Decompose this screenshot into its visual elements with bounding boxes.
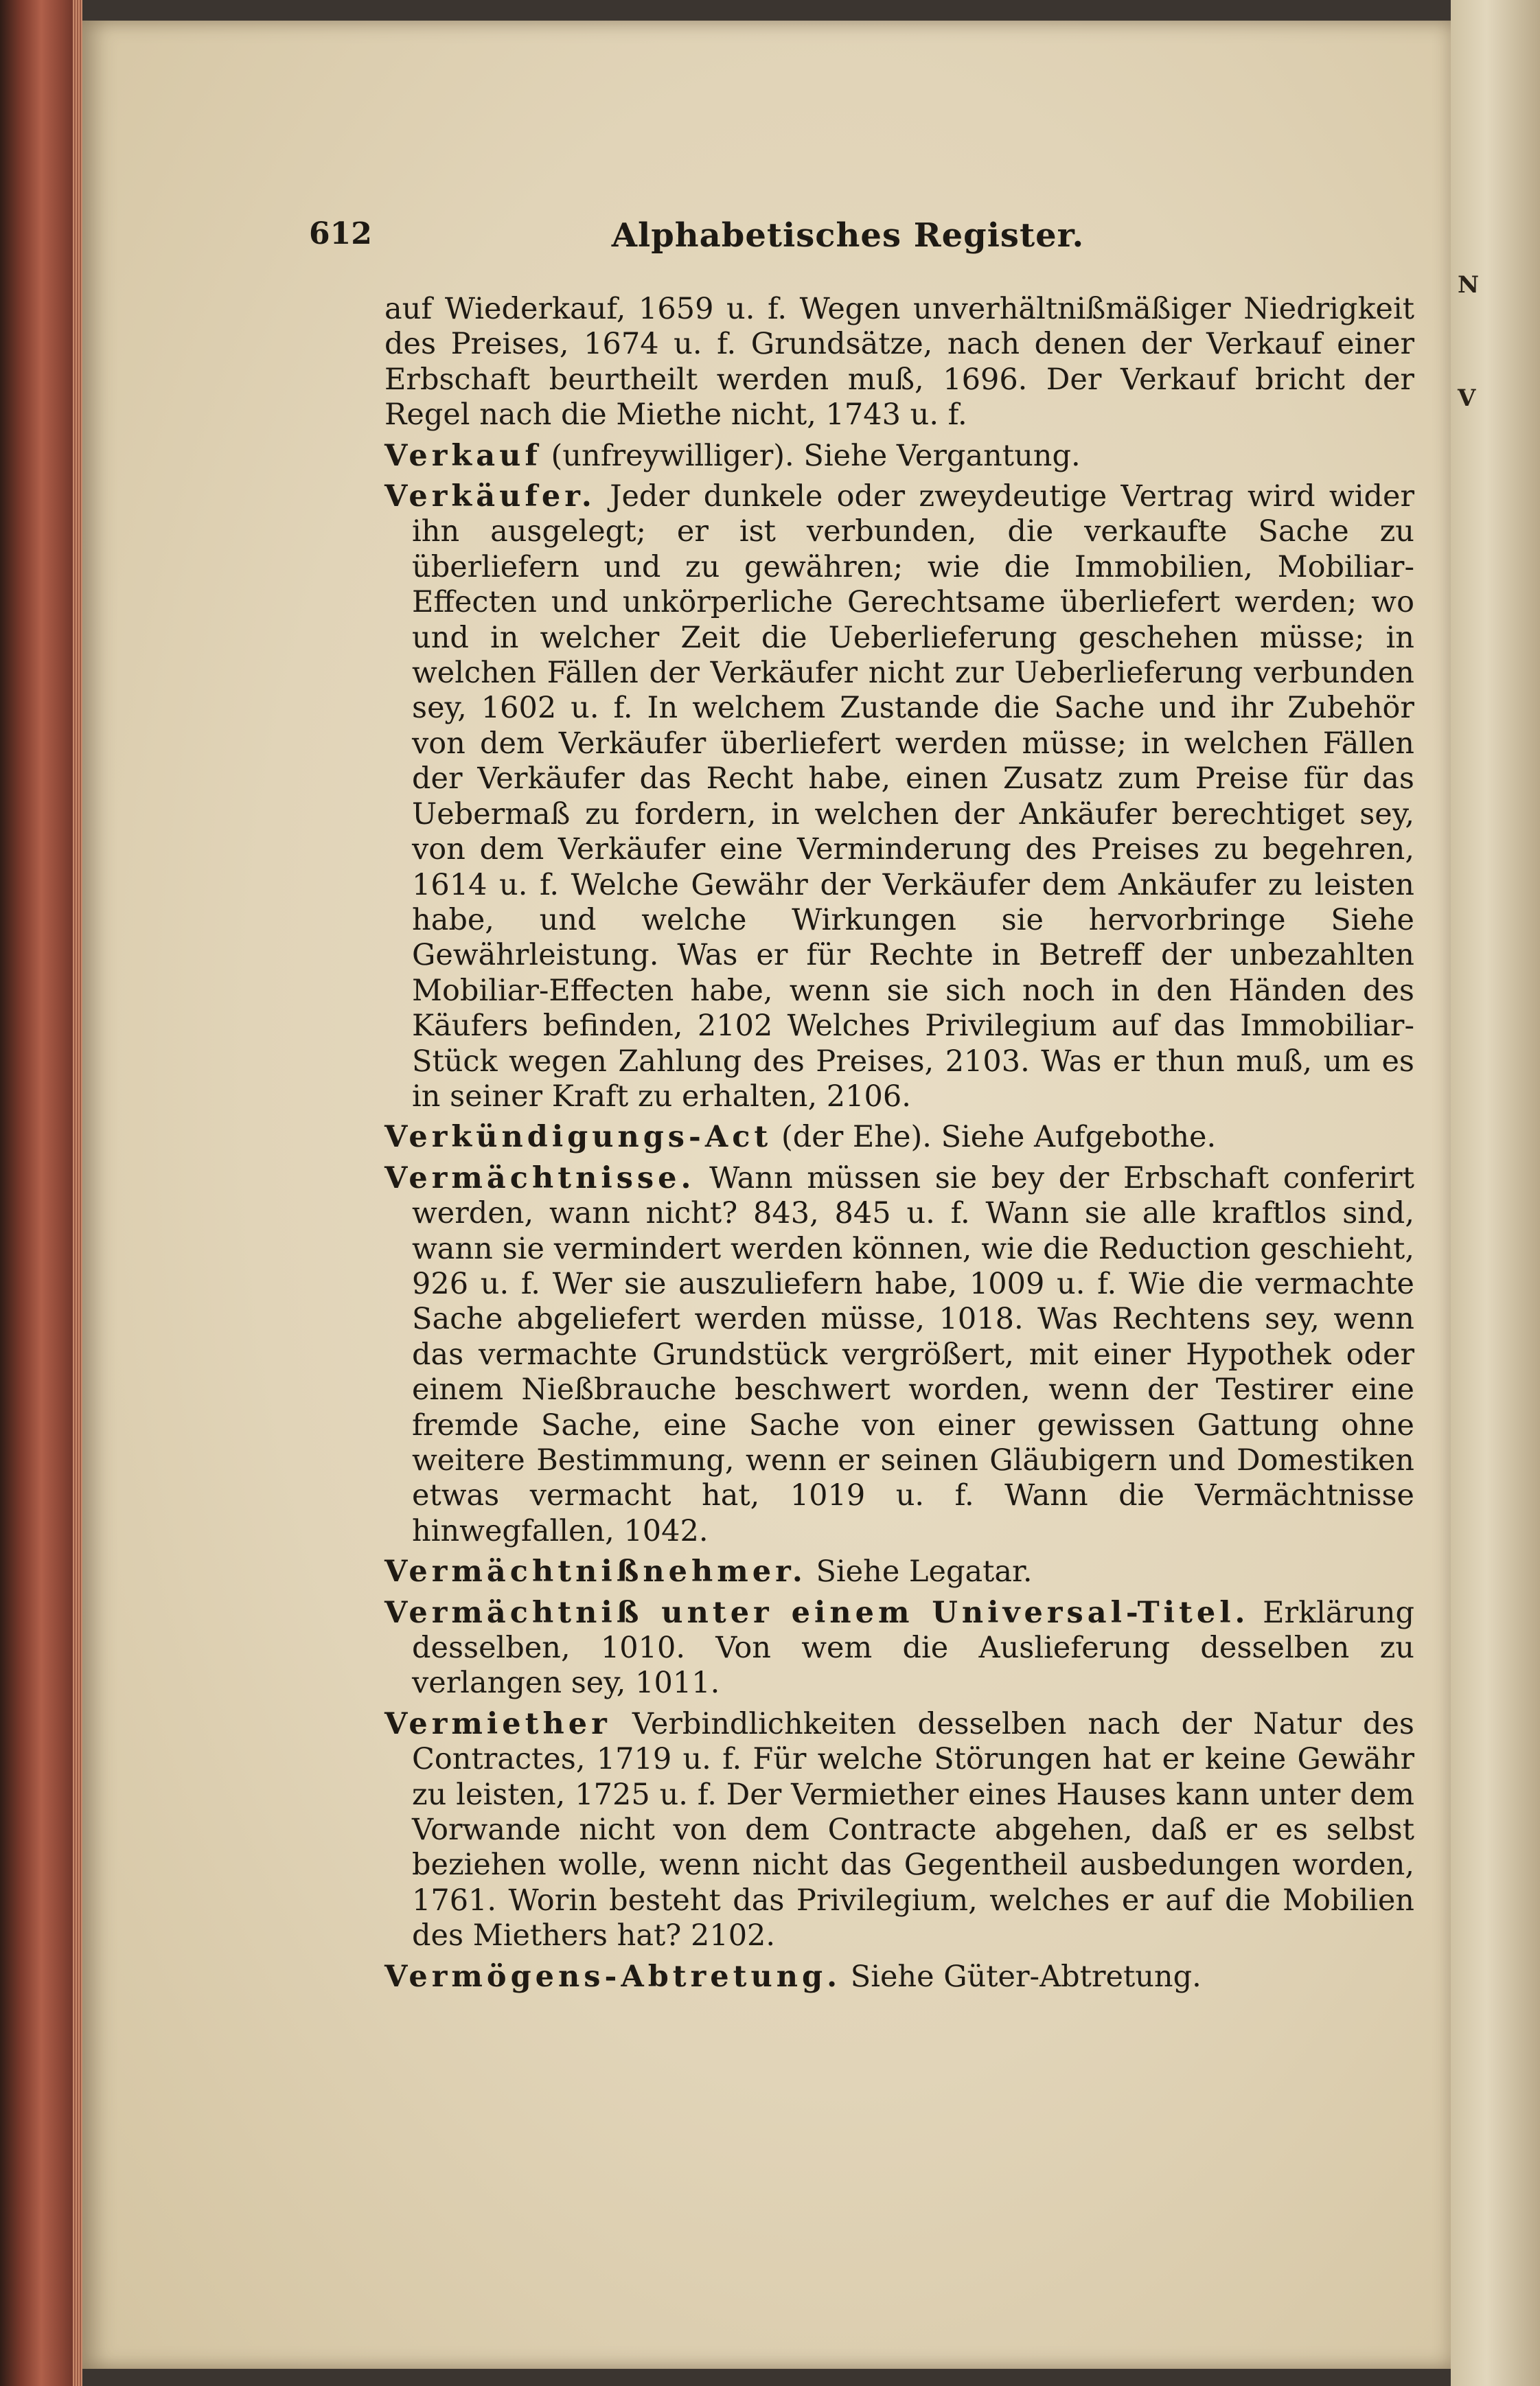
register-text — [384, 292, 1414, 2000]
page-title: Alphabetisches Register. — [611, 216, 1085, 255]
entry-text: (der Ehe). Siehe Aufgebothe. — [781, 1120, 1217, 1155]
adjacent-page-fragment: V — [1458, 385, 1476, 412]
running-head — [309, 216, 1387, 257]
register-entry — [384, 1161, 1414, 1549]
entry-headword: Vermächtniß unter einem Universal-Titel. — [384, 1595, 1250, 1630]
entry-headword: Verkauf — [384, 438, 542, 473]
adjacent-page-fragment: N — [1458, 271, 1480, 299]
entry-text: Verbindlichkeiten desselben nach der Natur des Contractes, 1719 u. f. Für welche Störungen hat er keine Gewähr zu leisten, 1725 u. f. Der Vermiether eines Hauses kann unter dem Vorwande nicht von dem Contracte abgehen, daß er es selbst beziehen wolle, wenn nicht das Gegentheil ausbedungen worden, 1761. Worin besteht das Privilegium, welches er auf die Mobilien des Miethers hat? 2102. — [412, 1706, 1414, 1953]
entry-headword: Vermögens-Abtretung. — [384, 1959, 842, 1994]
register-entry — [384, 1555, 1414, 1590]
register-entry — [384, 439, 1414, 474]
book-page — [82, 21, 1451, 2369]
entry-headword: Vermächtnisse. — [384, 1160, 696, 1195]
entry-text: Wann müssen sie bey der Erbschaft conferirt werden, wann nicht? 843, 845 u. f. Wann sie alle kraftlos sind, wann sie vermindert werden können, wie die Reduction geschieht, 926 u. f. Wer sie auszuliefern habe, 1009 u. f. Wie die vermachte Sache abgeliefert werden müsse, 1018. Was Rechtens sey, wenn das vermachte Grundstück vergrößert, mit einer Hypothek oder einem Nießbrauche beschwert worden, wenn der Testirer eine fremde Sache, eine Sache von einer gewissen Gattung ohne weitere Bestimmung, wenn er seinen Gläubigern und Domestiken etwas vermacht hat, 1019 u. f. Wann die Vermächtnisse hinwegfallen, 1042. — [412, 1160, 1414, 1548]
register-entry — [384, 1596, 1414, 1701]
entry-headword: Verkäufer. — [384, 479, 596, 514]
register-entry — [384, 479, 1414, 1114]
entry-text: Siehe Güter-Abtretung. — [850, 1959, 1202, 1994]
page-number: 612 — [309, 216, 372, 251]
register-entry — [384, 292, 1414, 433]
register-entry — [384, 1120, 1414, 1155]
entry-text: Siehe Legatar. — [816, 1555, 1033, 1590]
entry-text: (unfreywilliger). Siehe Vergantung. — [551, 438, 1081, 473]
entry-headword: Vermiether — [384, 1706, 611, 1741]
entry-text: Jeder dunkele oder zweydeutige Vertrag wird wider ihn ausgelegt; er ist verbunden, die verkaufte Sache zu überliefern und zu gewähren; wie die Immobilien, Mobiliar-Effecten und unkörperliche Gerechtsame überliefert werden; wo und in welcher Zeit die Ueberlieferung geschehen müsse; in welchen Fällen der Verkäufer nicht zur Ueberlieferung verbunden sey, 1602 u. f. In welchem Zustande die Sache und ihr Zubehör von dem Verkäufer überliefert werden müsse; in welchen Fällen der Verkäufer das Recht habe, einen Zusatz zum Preise für das Uebermaß zu fordern, in welchen der Ankäufer berechtiget sey, von dem Verkäufer eine Verminderung des Preises zu begehren, 1614 u. f. Welche Gewähr der Verkäufer dem Ankäufer zu leisten habe, und welche Wirkungen sie hervorbringe Siehe Gewährleistung. Was er für Rechte in Betreff der unbezahlten Mobiliar-Effecten habe, wenn sie sich noch in den Händen des Käufers befinden, 2102 Welches Privilegium auf das Immobiliar-Stück wegen Zahlung des Preises, 2103. Was er thun muß, um es in seiner Kraft zu erhalten, 2106. — [412, 479, 1414, 1114]
entry-headword: Vermächtnißnehmer. — [384, 1555, 807, 1590]
entry-text: Erklärung desselben, 1010. Von wem die Auslieferung desselben zu verlangen sey, 1011. — [412, 1595, 1415, 1701]
entry-headword: Verkündigungs-Act — [384, 1120, 772, 1155]
book-edge-left — [0, 0, 82, 2386]
entry-text: auf Wiederkauf, 1659 u. f. Wegen unverhältnißmäßiger Niedrigkeit des Preises, 1674 u. f. Grundsätze, nach denen der Verkauf einer Erbschaft beurtheilt werden muß, 1696. Der Verkauf bricht der Regel nach die Miethe nicht, 1743 u. f. — [384, 292, 1414, 433]
adjacent-page-edge — [1451, 0, 1540, 2386]
register-entry — [384, 1707, 1414, 1954]
register-entry — [384, 1960, 1414, 1995]
